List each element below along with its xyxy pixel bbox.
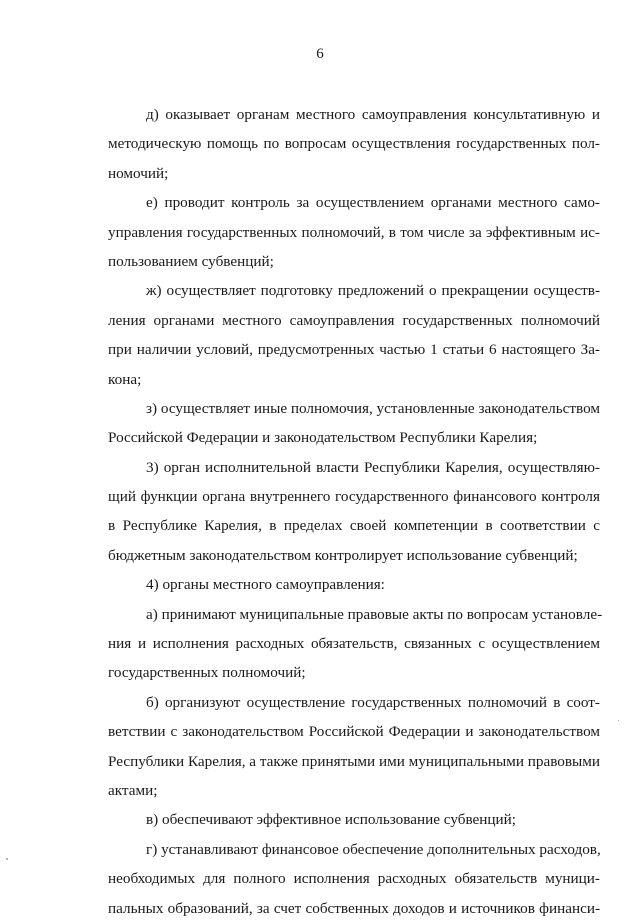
text-line: пальных образований, за счет собственных доходов и источников финанси- — [108, 899, 600, 917]
text-line: д) оказывает органам местного самоуправления консультативную и — [146, 106, 600, 123]
text-line: бюджетным законодательством контролирует использование субвенций; — [108, 546, 578, 564]
document-body — [108, 100, 603, 923]
text-line: кона; — [108, 370, 142, 388]
text-line: ния и исполнения расходных обязательств, связанных с осуществлением — [108, 635, 600, 653]
text-line: в) обеспечивают эффективное использование субвенций; — [146, 811, 516, 829]
text-line: а) принимают муниципальные правовые акты по вопросам установле- — [146, 605, 603, 623]
text-line: ж) осуществляет подготовку предложений о прекращении осуществ- — [146, 282, 600, 300]
text-line: управления государственных полномочий, в том числе за эффективным ис- — [108, 223, 600, 241]
scan-speck — [618, 720, 619, 721]
text-line: 4) органы местного самоуправления: — [146, 576, 385, 594]
text-line: номочий; — [108, 164, 169, 182]
text-line: б) организуют осуществление государственных полномочий в соот- — [146, 693, 600, 711]
text-line: необходимых для полного исполнения расходных обязательств муници- — [108, 870, 600, 888]
text-line: 3) орган исполнительной власти Республики Карелия, осуществляю- — [146, 458, 600, 476]
text-line: в Республике Карелия, в пределах своей компетенции в соответствии с — [108, 517, 600, 535]
text-line: щий функции органа внутреннего государственного финансового контроля — [108, 488, 600, 506]
text-line: Российской Федерации и законодательством Республики Карелия; — [108, 429, 538, 447]
scan-speck — [6, 858, 8, 860]
text-line: ветствии с законодательством Российской Федерации и законодательством — [108, 723, 600, 741]
text-line: ления органами местного самоуправления государственных полномочий — [108, 311, 600, 329]
text-line: при наличии условий, предусмотренных частью 1 статьи 6 настоящего За- — [108, 341, 600, 359]
text-line: з) осуществляет иные полномочия, установленные законодательством — [146, 399, 600, 417]
text-line: Республики Карелия, а также принятыми ими муниципальными правовыми — [108, 752, 600, 770]
text-line: актами; — [108, 781, 158, 799]
text-line: методическую помощь по вопросам осуществления государственных пол- — [108, 135, 600, 153]
page-number: 6 — [316, 46, 324, 62]
text-line: г) устанавливают финансовое обеспечение дополнительных расходов, — [146, 840, 601, 858]
text-line: государственных полномочий; — [108, 664, 306, 682]
text-line: пользованием субвенций; — [108, 252, 274, 270]
text-line: е) проводит контроль за осуществлением органами местного само- — [146, 194, 600, 212]
